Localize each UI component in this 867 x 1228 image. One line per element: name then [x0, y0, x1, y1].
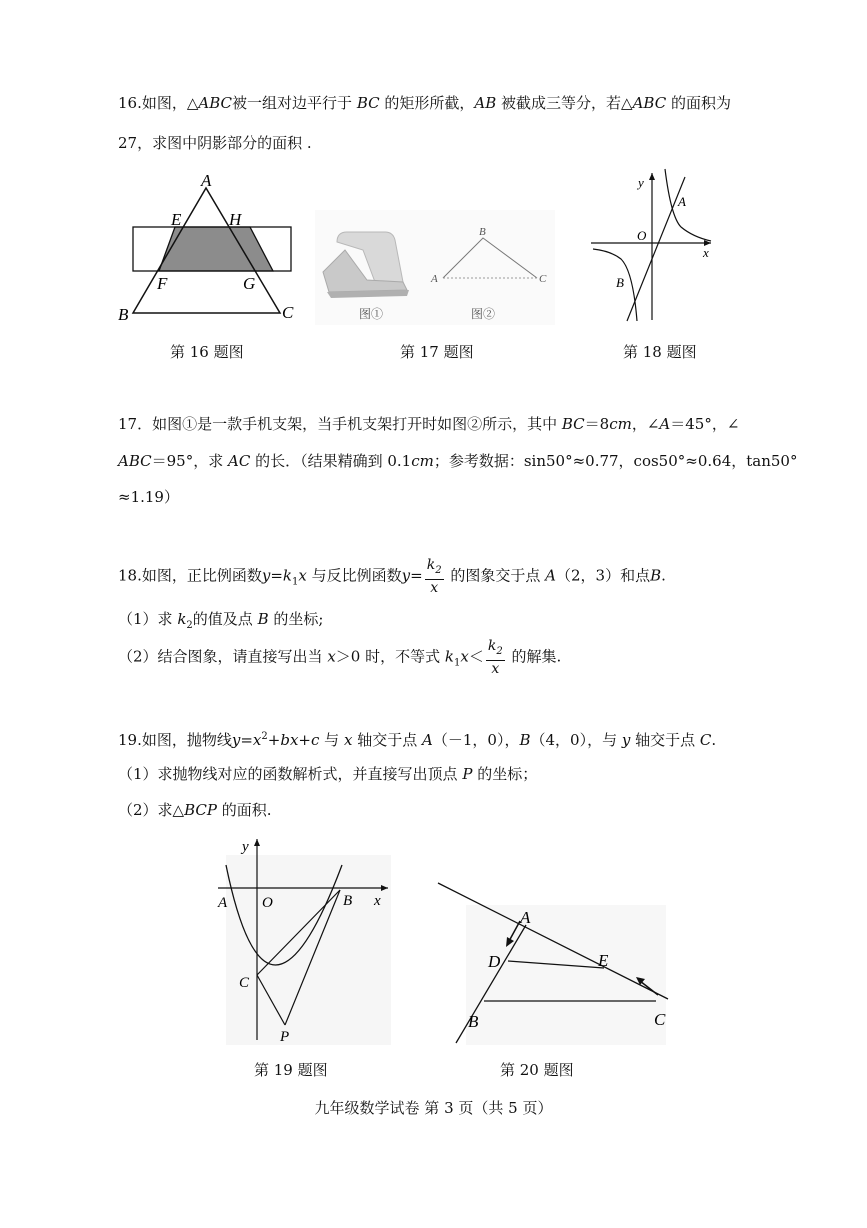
- label-a: A: [201, 171, 212, 190]
- q17-line-1: 17．如图①是一款手机支架，当手机支架打开时如图②所示，其中 BC＝8cm，∠A＝45°，∠: [118, 415, 740, 433]
- fig17-label-1: 图①: [359, 307, 384, 321]
- q16-line-2: 27，求图中阴影部分的面积 .: [118, 134, 312, 152]
- q19-part-1: （1）求抛物线对应的函数解析式，并直接写出顶点 P 的坐标；: [118, 765, 538, 783]
- label-e: E: [598, 951, 609, 970]
- label-b: B: [118, 305, 129, 324]
- figure-17: [315, 210, 555, 325]
- label-b: B: [343, 893, 353, 909]
- hyperbola-q1: [665, 169, 711, 241]
- label-c: C: [654, 1010, 666, 1029]
- caption-18: 第 18 题图: [623, 343, 697, 361]
- label-o: O: [262, 895, 273, 911]
- label-d: D: [488, 952, 501, 971]
- label-g: G: [243, 274, 256, 293]
- label-c: C: [239, 975, 250, 991]
- page-footer: 九年级数学试卷 第 3 页（共 5 页）: [314, 1099, 553, 1117]
- label-a: A: [520, 908, 531, 927]
- q18-part-2: （2）结合图象，请直接写出当 x＞0 时，不等式 $k_1x<$ $\frac{k_2}{x}$ 的解集.: [118, 638, 562, 677]
- fig17-label-b: B: [479, 226, 486, 238]
- q16-line-1: 16.如图，△ABC被一组对边平行于 BC 的矩形所截，AB 被截成三等分，若△ABC 的面积为: [118, 94, 732, 112]
- label-x: x: [374, 893, 381, 909]
- label-o: O: [637, 228, 647, 243]
- q19-part-2: （2）求△BCP 的面积.: [118, 801, 272, 819]
- caption-20: 第 20 题图: [500, 1061, 574, 1079]
- label-a: A: [218, 895, 228, 911]
- fraction-k2-over-x-2: $\frac{k_2}{x}$: [487, 638, 503, 677]
- hyperbola-q3: [593, 249, 637, 321]
- label-b: B: [616, 275, 624, 290]
- fig17-label-c: C: [539, 273, 547, 285]
- fig17-label-a: A: [431, 273, 438, 285]
- figure-19: [212, 835, 392, 1047]
- fraction-k2-over-x: $\frac{k_2}{x}$: [426, 557, 442, 596]
- caption-19: 第 19 题图: [254, 1061, 328, 1079]
- shaded-trapezoid: [159, 227, 273, 271]
- label-f: F: [157, 274, 168, 293]
- caption-17: 第 17 题图: [400, 343, 474, 361]
- q17-line-2: ABC＝95°，求 AC 的长．（结果精确到 0.1cm；参考数据：sin50°≈0.77，cos50°≈0.64，tan50°: [118, 452, 798, 470]
- label-h: H: [229, 210, 242, 229]
- label-x: x: [703, 245, 709, 260]
- q18-line-1: 18.如图，正比例函数$y=k_1x$ 与反比例函数y= $\frac{k_2}{x}$ 的图象交于点 A（2，3）和点B.: [118, 557, 666, 596]
- label-a: A: [678, 194, 686, 209]
- figure-20: [430, 875, 675, 1055]
- figure-16: [115, 168, 300, 328]
- label-y: y: [638, 175, 644, 190]
- label-c: C: [282, 303, 294, 322]
- q17-line-3: ≈1.19）: [118, 488, 179, 506]
- line-kx: [627, 177, 685, 321]
- fig17-label-2: 图②: [471, 307, 496, 321]
- q19-line-1: 19.如图，抛物线$y=x^2+bx+c$ 与 x 轴交于点 A（－1，0），B（4，0），与 y 轴交于点 C.: [118, 731, 717, 749]
- q18-part-1: （1）求 $k_2$的值及点 B 的坐标;: [118, 610, 324, 631]
- label-e: E: [171, 210, 182, 229]
- label-b: B: [468, 1012, 479, 1031]
- label-y: y: [242, 839, 249, 855]
- label-p: P: [280, 1029, 290, 1045]
- caption-16: 第 16 题图: [170, 343, 244, 361]
- figure-18: [585, 165, 720, 325]
